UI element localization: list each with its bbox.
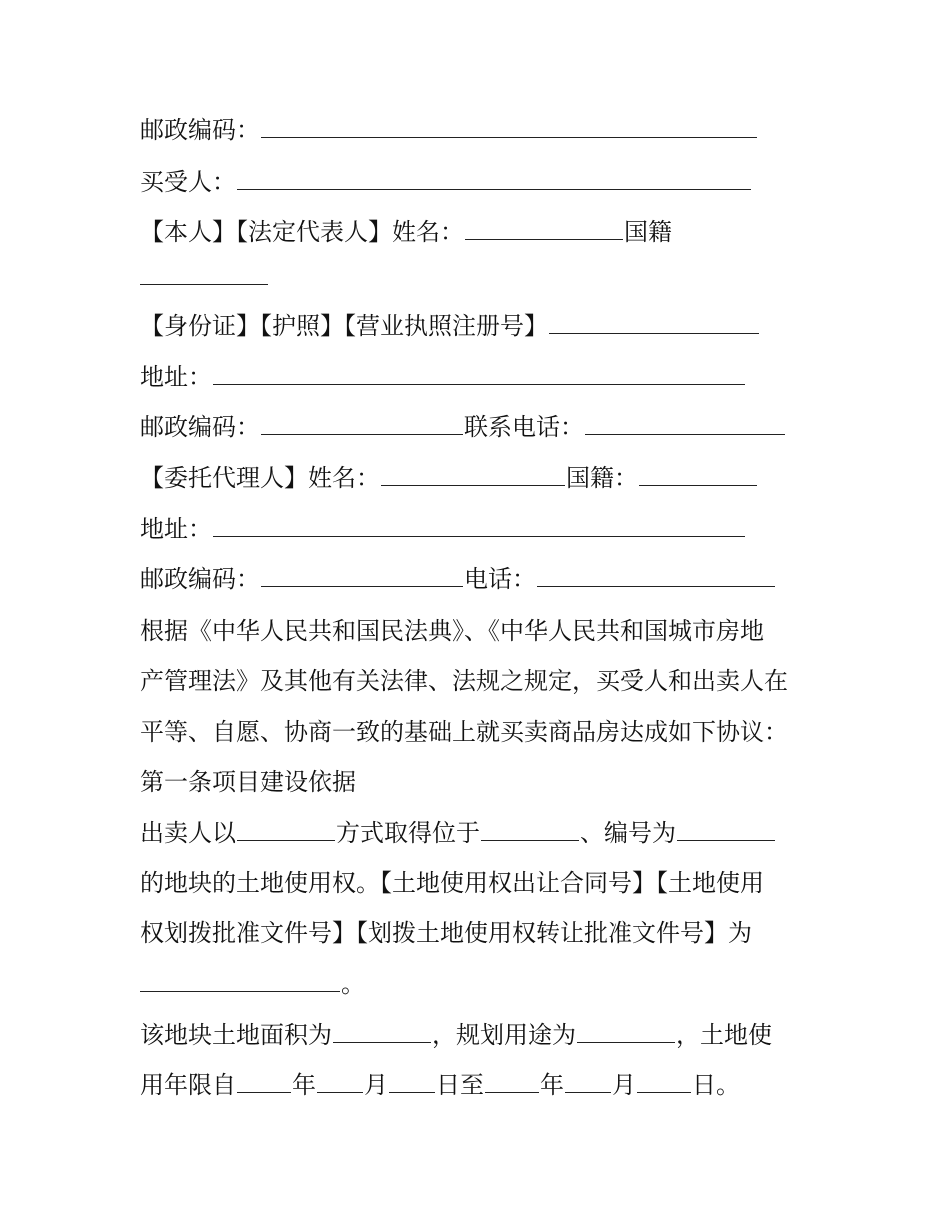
end-day-label: 日。 bbox=[692, 1071, 740, 1099]
contract-number-blank[interactable] bbox=[140, 969, 340, 992]
agent-address-blank[interactable] bbox=[213, 514, 745, 537]
postal-code-blank[interactable] bbox=[261, 115, 757, 138]
land-area-text-b: ，规划用途为 bbox=[432, 1021, 576, 1049]
start-month-label: 月 bbox=[364, 1071, 388, 1099]
buyer-line bbox=[140, 167, 752, 197]
land-area-text-a: 该地块土地面积为 bbox=[140, 1021, 332, 1049]
agent-address-line bbox=[140, 514, 746, 544]
buyer-address-line bbox=[140, 362, 746, 392]
seller-postal-code-line bbox=[140, 115, 758, 145]
article-1-text-a: 出卖人以 bbox=[140, 819, 236, 847]
buyer-rep-label: 【本人】【法定代表人】姓名： bbox=[140, 218, 464, 246]
preamble-text-2: 产管理法》及其他有关法律、法规之规定，买受人和出卖人在 bbox=[140, 667, 788, 695]
buyer-nationality-blank-line bbox=[140, 262, 269, 292]
article-1-line-1 bbox=[140, 818, 776, 848]
article-1-text-line2: 的地块的土地使用权。【土地使用权出让合同号】【土地使用 bbox=[140, 869, 764, 897]
article-1-line-3 bbox=[140, 918, 752, 948]
article-1-line-4 bbox=[140, 969, 365, 999]
preamble-line-2 bbox=[140, 666, 788, 696]
agent-postal-label: 邮政编码： bbox=[140, 565, 260, 593]
agent-name-line bbox=[140, 463, 758, 493]
plot-number-blank[interactable] bbox=[677, 818, 775, 841]
location-blank[interactable] bbox=[481, 818, 579, 841]
end-year-blank[interactable] bbox=[485, 1070, 539, 1093]
buyer-phone-blank[interactable] bbox=[585, 412, 785, 435]
period-text-a: 用年限自 bbox=[140, 1071, 236, 1099]
buyer-postal-label: 邮政编码： bbox=[140, 413, 260, 441]
buyer-address-blank[interactable] bbox=[213, 362, 745, 385]
buyer-name-blank[interactable] bbox=[465, 217, 623, 240]
agent-phone-blank[interactable] bbox=[537, 564, 775, 587]
agent-nationality-blank[interactable] bbox=[639, 463, 757, 486]
agent-postal-blank[interactable] bbox=[261, 564, 463, 587]
article-1-title: 第一条项目建设依据 bbox=[140, 768, 356, 796]
buyer-address-label: 地址： bbox=[140, 363, 212, 391]
agent-name-label: 【委托代理人】姓名： bbox=[140, 464, 380, 492]
buyer-label: 买受人： bbox=[140, 168, 236, 196]
start-day-to-label: 日至 bbox=[436, 1071, 484, 1099]
buyer-nationality-label: 国籍 bbox=[624, 218, 672, 246]
agent-nationality-label: 国籍： bbox=[566, 464, 638, 492]
agent-address-label: 地址： bbox=[140, 515, 212, 543]
postal-code-label: 邮政编码： bbox=[140, 116, 260, 144]
agent-postal-phone-line bbox=[140, 564, 776, 594]
agent-name-blank[interactable] bbox=[381, 463, 565, 486]
article-1-text-c: 、编号为 bbox=[580, 819, 676, 847]
article-1-text-b: 方式取得位于 bbox=[336, 819, 480, 847]
buyer-blank[interactable] bbox=[237, 167, 751, 190]
end-month-blank[interactable] bbox=[565, 1070, 611, 1093]
buyer-id-blank[interactable] bbox=[549, 311, 759, 334]
buyer-rep-line bbox=[140, 217, 672, 247]
buyer-id-line bbox=[140, 311, 760, 341]
start-year-blank[interactable] bbox=[237, 1070, 291, 1093]
land-area-blank[interactable] bbox=[333, 1020, 431, 1043]
article-1-text-line3: 权划拨批准文件号】【划拨土地使用权转让批准文件号】为 bbox=[140, 919, 752, 947]
end-day-blank[interactable] bbox=[637, 1070, 691, 1093]
start-day-blank[interactable] bbox=[389, 1070, 435, 1093]
buyer-postal-blank[interactable] bbox=[261, 412, 463, 435]
end-year-label: 年 bbox=[540, 1071, 564, 1099]
article-1-end: 。 bbox=[341, 970, 365, 998]
preamble-line-1 bbox=[140, 616, 764, 646]
buyer-postal-phone-line bbox=[140, 412, 786, 442]
agent-phone-label: 电话： bbox=[464, 565, 536, 593]
end-month-label: 月 bbox=[612, 1071, 636, 1099]
planned-use-blank[interactable] bbox=[577, 1020, 675, 1043]
article-1-title-line bbox=[140, 767, 356, 797]
start-year-label: 年 bbox=[292, 1071, 316, 1099]
preamble-text-3: 平等、自愿、协商一致的基础上就买卖商品房达成如下协议： bbox=[140, 718, 788, 746]
article-1-line-2 bbox=[140, 868, 764, 898]
land-area-text-c: ，土地使 bbox=[676, 1021, 772, 1049]
land-area-line bbox=[140, 1020, 772, 1050]
buyer-nationality-blank[interactable] bbox=[140, 262, 268, 285]
buyer-phone-label: 联系电话： bbox=[464, 413, 584, 441]
buyer-id-label: 【身份证】【护照】【营业执照注册号】 bbox=[140, 312, 548, 340]
land-use-period-line bbox=[140, 1070, 740, 1100]
start-month-blank[interactable] bbox=[317, 1070, 363, 1093]
acquisition-method-blank[interactable] bbox=[237, 818, 335, 841]
preamble-line-3 bbox=[140, 717, 788, 747]
preamble-text-1: 根据《中华人民共和国民法典》、《中华人民共和国城市房地 bbox=[140, 617, 764, 645]
